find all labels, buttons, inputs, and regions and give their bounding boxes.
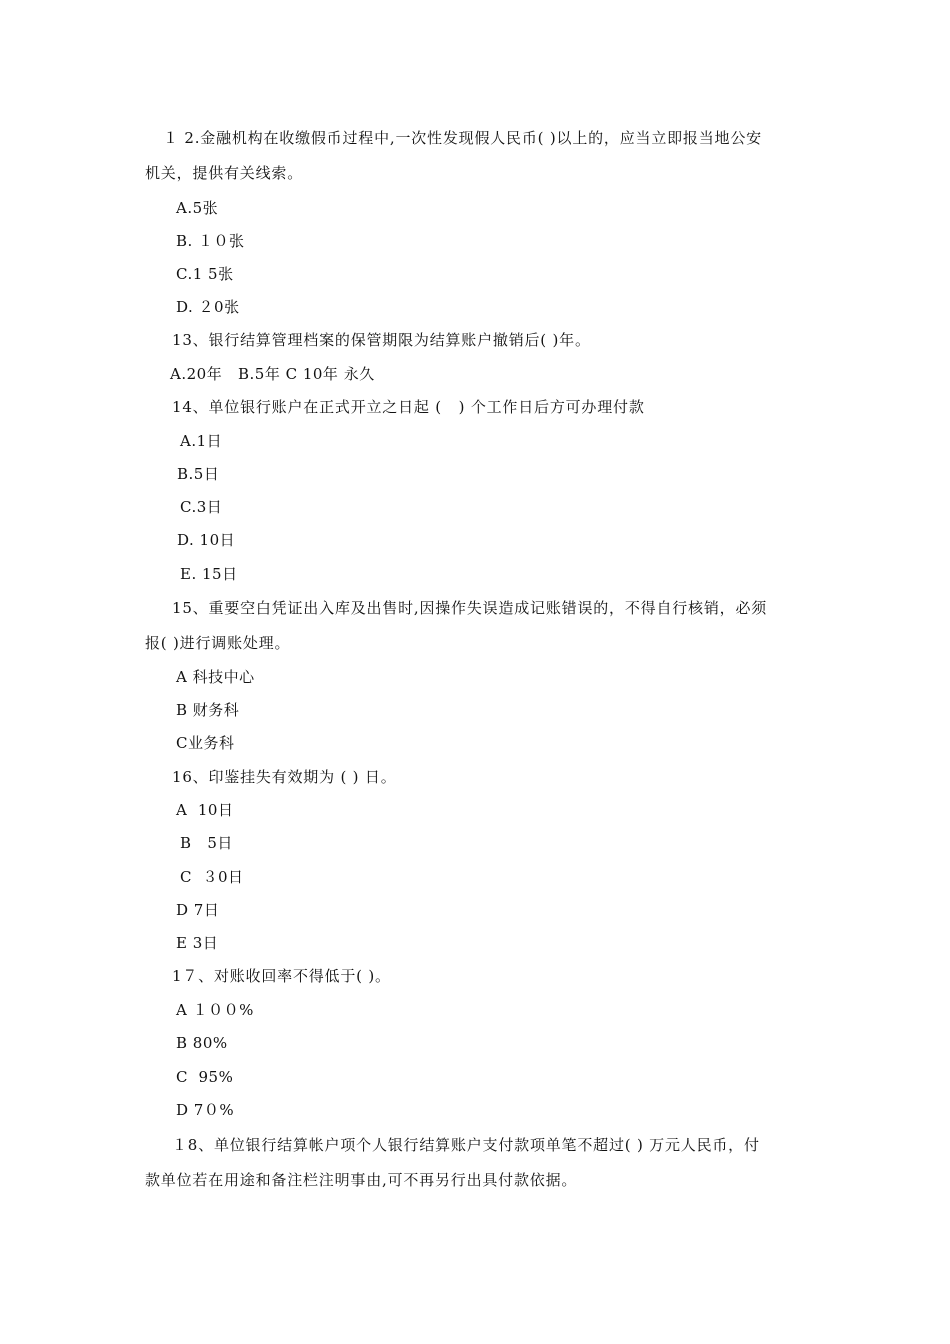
question-18-stem-line-1: １8、单位银行结算帐户项个人银行结算账户支付款项单笔不超过( ) 万元人民币，付 xyxy=(172,1136,760,1154)
question-12-option-d: D. ２0张 xyxy=(176,298,240,316)
question-14-stem: 14、单位银行账户在正式开立之日起 ( ) 个工作日后方可办理付款 xyxy=(172,398,645,416)
question-14-option-a: A.1日 xyxy=(180,432,223,450)
question-15-option-c: C业务科 xyxy=(176,734,235,752)
question-17-option-c: C 95% xyxy=(176,1068,234,1086)
question-17-option-a: A １００% xyxy=(176,1001,254,1019)
question-16-option-e: E 3日 xyxy=(176,934,219,952)
question-17-stem: 1７、对账收回率不得低于( )。 xyxy=(172,967,391,985)
question-16-stem: 16、印鉴挂失有效期为 ( ) 日。 xyxy=(172,768,397,786)
question-16-option-a: A 10日 xyxy=(176,801,234,819)
question-14-option-b: B.5日 xyxy=(177,465,220,483)
question-16-option-d: D 7日 xyxy=(176,901,220,919)
question-18-stem-line-2: 款单位若在用途和备注栏注明事由,可不再另行出具付款依据。 xyxy=(145,1171,578,1189)
question-17-option-b: B 80% xyxy=(176,1034,228,1052)
question-17-option-d: D 7０% xyxy=(176,1101,235,1119)
question-13-stem: 13、银行结算管理档案的保管期限为结算账户撤销后( )年。 xyxy=(172,331,591,349)
question-14-option-e: E. 15日 xyxy=(180,565,238,583)
question-12-stem-line-2: 机关，提供有关线索。 xyxy=(145,164,304,182)
question-12-option-a: A.5张 xyxy=(176,199,219,217)
question-15-stem-line-1: 15、重要空白凭证出入库及出售时,因操作失误造成记账错误的，不得自行核销，必须 xyxy=(172,599,768,617)
question-13-options: A.20年 B.5年 C 10年 永久 xyxy=(170,365,375,383)
question-12-option-b: B. １０张 xyxy=(176,232,245,250)
question-14-option-c: C.3日 xyxy=(180,498,223,516)
question-14-option-d: D. 10日 xyxy=(177,531,236,549)
question-12-stem-line-1: １ 2.金融机构在收缴假币过程中,一次性发现假人民币( )以上的，应当立即报当地公安 xyxy=(163,129,762,147)
question-16-option-b: B 5日 xyxy=(180,834,233,852)
question-16-option-c: C ３0日 xyxy=(180,868,244,886)
question-15-option-b: B 财务科 xyxy=(176,701,240,719)
question-15-stem-line-2: 报( )进行调账处理。 xyxy=(145,634,291,652)
question-12-option-c: C.1 5张 xyxy=(176,265,234,283)
question-15-option-a: A 科技中心 xyxy=(176,668,255,686)
